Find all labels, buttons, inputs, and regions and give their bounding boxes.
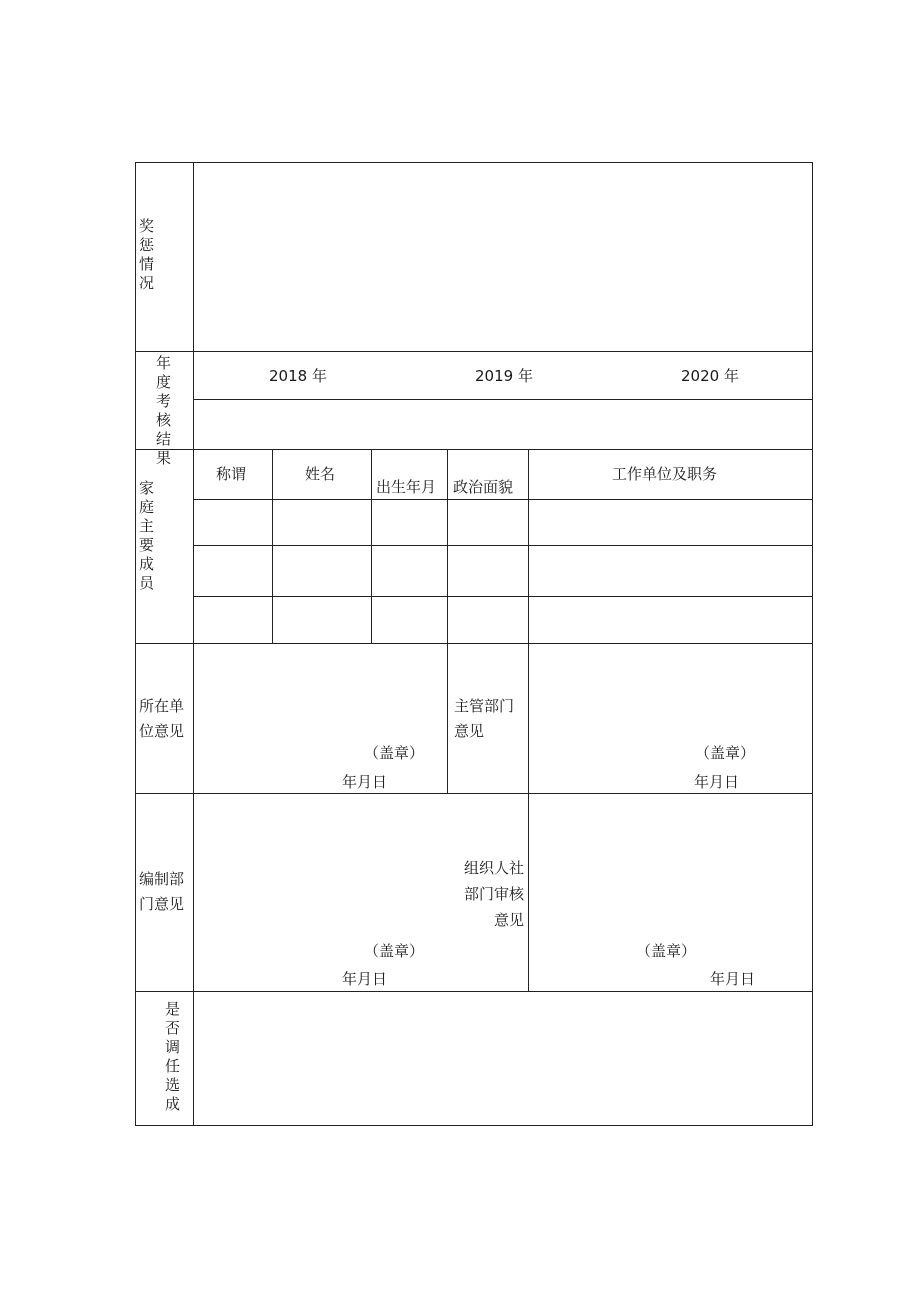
family-row[interactable] bbox=[194, 546, 813, 596]
org-hr-opinion-date: 年月日 bbox=[710, 970, 756, 988]
transfer-selection-field[interactable] bbox=[194, 992, 812, 1125]
rule-left bbox=[135, 162, 136, 1126]
family-row[interactable] bbox=[194, 500, 813, 545]
family-row[interactable] bbox=[194, 597, 813, 643]
org-hr-opinion-label: 组织人社部门审核意见 bbox=[463, 859, 524, 929]
rule-bottom bbox=[135, 1125, 813, 1126]
supervisor-opinion-label: 主管部门意见 bbox=[454, 697, 515, 740]
family-header-name: 姓名 bbox=[305, 465, 336, 483]
transfer-selection-label: 是否调任选成 bbox=[165, 1000, 181, 1113]
org-hr-opinion-seal: （盖章） bbox=[636, 942, 697, 960]
supervisor-opinion-seal: （盖章） bbox=[695, 744, 756, 762]
rewards-label: 奖惩情况 bbox=[139, 217, 155, 292]
appraisal-results-field[interactable] bbox=[194, 400, 812, 449]
unit-opinion-date: 年月日 bbox=[342, 773, 388, 791]
appraisal-year-2019: 2019 年 bbox=[475, 367, 533, 385]
application-form-table bbox=[135, 162, 813, 1126]
opinion1-divider-a bbox=[447, 643, 448, 793]
appraisal-label-text: 年度考核结果 bbox=[156, 354, 172, 467]
rule-opinion1-bottom bbox=[135, 793, 813, 794]
family-label: 家庭主要成员 bbox=[139, 479, 155, 592]
family-header-work-unit: 工作单位及职务 bbox=[612, 465, 718, 483]
rule-rewards-bottom bbox=[135, 351, 813, 352]
family-header-title: 称谓 bbox=[216, 465, 247, 483]
staffing-opinion-date: 年月日 bbox=[342, 970, 388, 988]
family-header-political: 政治面貌 bbox=[453, 478, 514, 496]
supervisor-opinion-date: 年月日 bbox=[694, 773, 740, 791]
opinion2-divider bbox=[528, 793, 529, 991]
rule-family-bottom bbox=[135, 643, 813, 644]
opinion1-divider-b bbox=[528, 643, 529, 793]
rule-appraisal-bottom bbox=[135, 449, 813, 450]
appraisal-year-2020: 2020 年 bbox=[681, 367, 739, 385]
staffing-opinion-label: 编制部门意见 bbox=[139, 870, 185, 913]
rule-right bbox=[812, 162, 813, 1126]
appraisal-year-2018: 2018 年 bbox=[269, 367, 327, 385]
family-header-birth: 出生年月 bbox=[376, 478, 437, 496]
rewards-field[interactable] bbox=[194, 163, 812, 351]
unit-opinion-label: 所在单位意见 bbox=[139, 697, 185, 740]
staffing-opinion-seal: （盖章） bbox=[364, 942, 425, 960]
unit-opinion-seal: （盖章） bbox=[364, 744, 425, 762]
